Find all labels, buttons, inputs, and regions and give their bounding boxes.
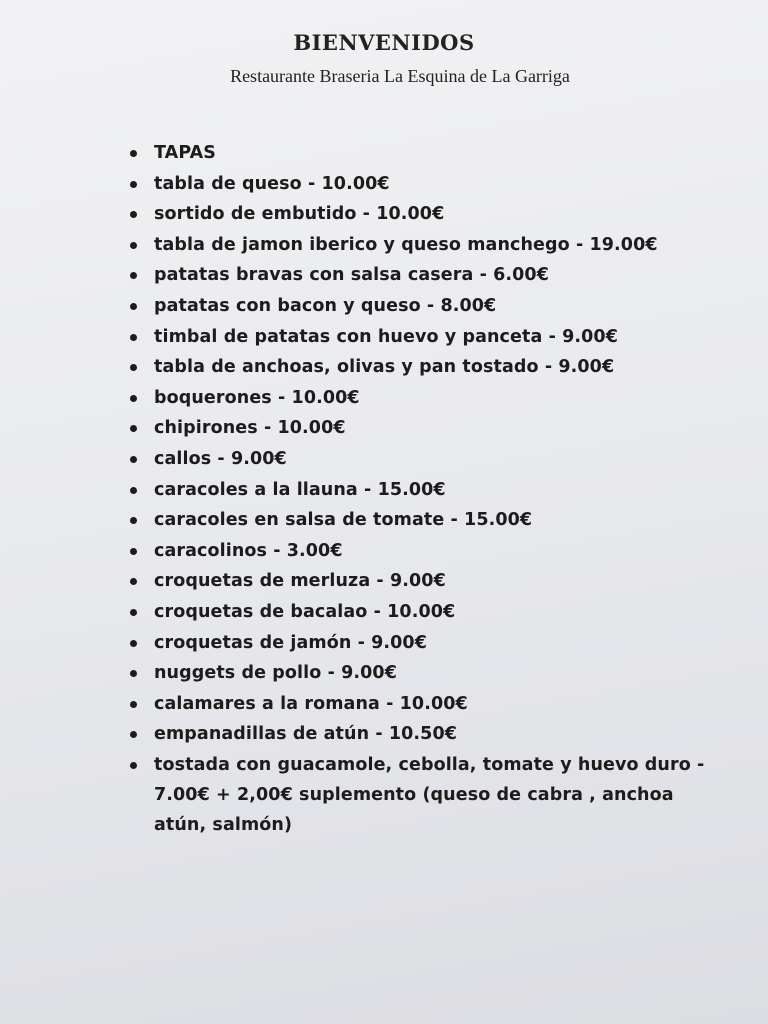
menu-item bbox=[130, 505, 730, 536]
menu-item bbox=[130, 322, 730, 353]
menu-item-text: croquetas de bacalao - 10.00€ bbox=[154, 601, 456, 622]
menu-item-text: croquetas de jamón - 9.00€ bbox=[154, 632, 427, 653]
menu-item-text: croquetas de merluza - 9.00€ bbox=[154, 571, 446, 592]
menu-item bbox=[130, 383, 730, 414]
menu-item-text: patatas bravas con salsa casera - 6.00€ bbox=[154, 265, 549, 286]
bullet-icon bbox=[130, 670, 137, 677]
menu-item bbox=[130, 750, 730, 840]
menu-item bbox=[130, 719, 730, 750]
menu-item bbox=[130, 230, 730, 261]
bullet-icon bbox=[130, 364, 137, 371]
bullet-icon bbox=[130, 334, 137, 341]
bullet-icon bbox=[130, 211, 137, 218]
bullet-icon bbox=[130, 242, 137, 249]
menu-item-text: caracoles en salsa de tomate - 15.00€ bbox=[154, 510, 533, 531]
menu-item-text: callos - 9.00€ bbox=[154, 448, 287, 469]
bullet-icon bbox=[130, 425, 137, 432]
menu-item-text: empanadillas de atún - 10.50€ bbox=[154, 724, 458, 745]
bullet-icon bbox=[130, 303, 137, 310]
bullet-icon bbox=[130, 640, 137, 647]
menu-item bbox=[130, 597, 730, 628]
menu-item-text: TAPAS bbox=[154, 143, 216, 163]
menu-item bbox=[130, 566, 730, 597]
menu-item bbox=[130, 199, 730, 230]
menu-section-heading bbox=[130, 138, 730, 169]
menu-item-text: tostada con guacamole, cebolla, tomate y huevo duro - 7.00€ + 2,00€ suplemento (queso de cabra , anchoa atún, salmón) bbox=[154, 754, 705, 835]
menu-item-text: chipirones - 10.00€ bbox=[154, 418, 346, 439]
bullet-icon bbox=[130, 701, 137, 708]
menu-item bbox=[130, 413, 730, 444]
bullet-icon bbox=[130, 731, 137, 738]
bullet-icon bbox=[130, 181, 137, 188]
bullet-icon bbox=[130, 150, 137, 157]
menu-item-text: tabla de anchoas, olivas y pan tostado - 9.00€ bbox=[154, 357, 615, 378]
menu-item-text: tabla de queso - 10.00€ bbox=[154, 173, 390, 194]
menu-item bbox=[130, 475, 730, 506]
menu-item bbox=[130, 628, 730, 659]
menu-item-text: tabla de jamon iberico y queso manchego - 19.00€ bbox=[154, 234, 658, 255]
menu-item-text: caracolinos - 3.00€ bbox=[154, 540, 343, 561]
menu-item bbox=[130, 260, 730, 291]
bullet-icon bbox=[130, 517, 137, 524]
menu-item bbox=[130, 291, 730, 322]
menu-item bbox=[130, 444, 730, 475]
menu-list bbox=[130, 138, 730, 840]
bullet-icon bbox=[130, 395, 137, 402]
menu-item bbox=[130, 352, 730, 383]
menu-item-text: timbal de patatas con huevo y panceta - 9.00€ bbox=[154, 326, 618, 347]
menu-item bbox=[130, 536, 730, 567]
menu-item-text: patatas con bacon y queso - 8.00€ bbox=[154, 295, 497, 316]
menu-item bbox=[130, 658, 730, 689]
menu-item bbox=[130, 689, 730, 720]
bullet-icon bbox=[130, 272, 137, 279]
bullet-icon bbox=[130, 456, 137, 463]
menu-item-text: nuggets de pollo - 9.00€ bbox=[154, 663, 397, 684]
menu-item bbox=[130, 169, 730, 200]
menu-item-text: calamares a la romana - 10.00€ bbox=[154, 693, 468, 714]
bullet-icon bbox=[130, 578, 137, 585]
menu-item-text: caracoles a la llauna - 15.00€ bbox=[154, 479, 446, 500]
menu-item-text: sortido de embutido - 10.00€ bbox=[154, 204, 445, 225]
bullet-icon bbox=[130, 762, 137, 769]
menu-item-text: boquerones - 10.00€ bbox=[154, 387, 360, 408]
page-title: BIENVENIDOS bbox=[293, 30, 475, 55]
restaurant-name: Restaurante Braseria La Esquina de La Garriga bbox=[230, 66, 570, 86]
bullet-icon bbox=[130, 609, 137, 616]
bullet-icon bbox=[130, 548, 137, 555]
bullet-icon bbox=[130, 487, 137, 494]
